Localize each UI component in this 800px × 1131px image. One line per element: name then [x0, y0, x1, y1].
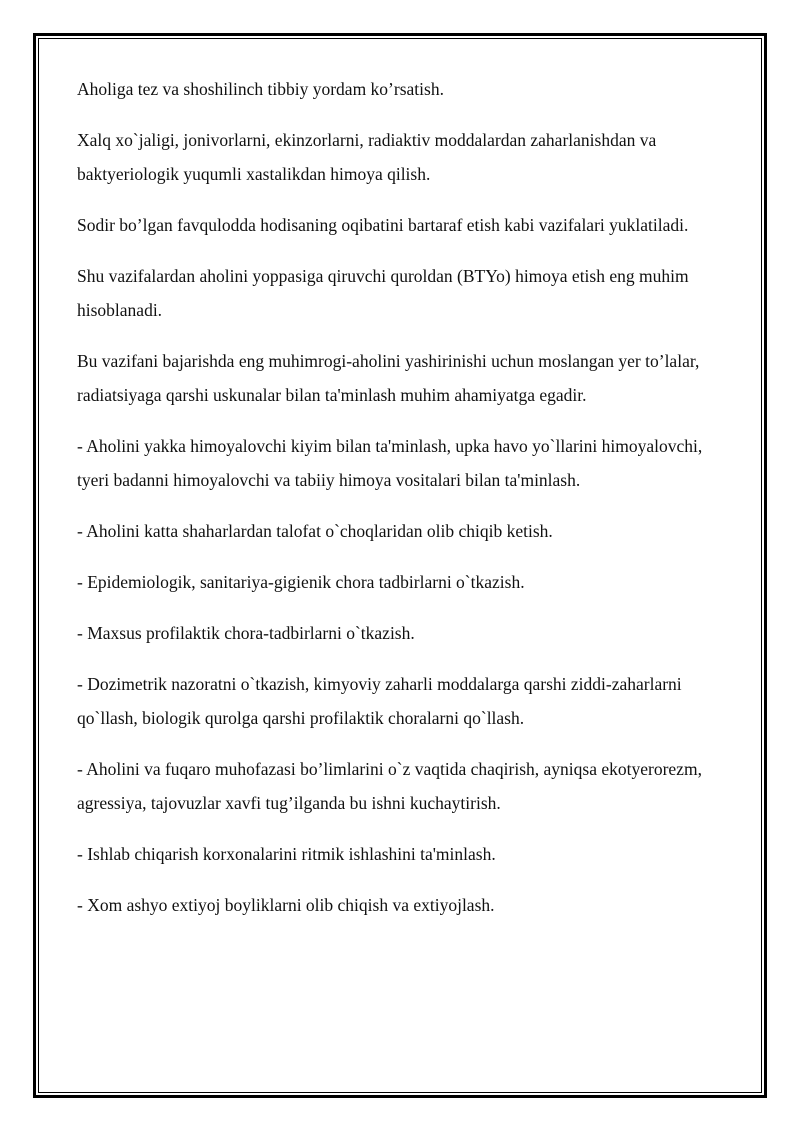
paragraph-12: - Ishlab chiqarish korxonalarini ritmik ishlashini ta'minlash.	[77, 844, 496, 864]
paragraph-2: Xalq xo`jaligi, jonivorlarni, ekinzorlarni, radiaktiv moddalardan zaharlanishdan va baktyeriologik yuqumli xastalikdan himoya qilish.	[77, 130, 657, 184]
paragraph-6: - Aholini yakka himoyalovchi kiyim bilan ta'minlash, upka havo yo`llarini himoyalovchi, tyeri badanni himoyalovchi va tabiiy himoya vositalari bilan ta'minlash.	[77, 436, 703, 490]
paragraph-3: Sodir bo’lgan favqulodda hodisaning oqibatini bartaraf etish kabi vazifalari yuklatiladi.	[77, 215, 689, 235]
paragraph-5: Bu vazifani bajarishda eng muhimrogi-aholini yashirinishi uchun moslangan yer to’lalar, radiatsiyaga qarshi uskunalar bilan ta'minlash muhim ahamiyatga egadir.	[77, 351, 700, 405]
paragraph-9: - Maxsus profilaktik chora-tadbirlarni o`tkazish.	[77, 623, 415, 643]
document-body	[77, 72, 717, 939]
paragraph-10: - Dozimetrik nazoratni o`tkazish, kimyoviy zaharli moddalarga qarshi ziddi-zaharlarni qo`llash, biologik qurolga qarshi profilaktik choralarni qo`llash.	[77, 674, 682, 728]
paragraph-13: - Xom ashyo extiyoj boyliklarni olib chiqish va extiyojlash.	[77, 895, 495, 915]
paragraph-1: Aholiga tez va shoshilinch tibbiy yordam ko’rsatish.	[77, 79, 444, 99]
paragraph-8: - Epidemiologik, sanitariya-gigienik chora tadbirlarni o`tkazish.	[77, 572, 525, 592]
paragraph-4: Shu vazifalardan aholini yoppasiga qiruvchi quroldan (BTYo) himoya etish eng muhim hisoblanadi.	[77, 266, 689, 320]
paragraph-11: - Aholini va fuqaro muhofazasi bo’limlarini o`z vaqtida chaqirish, ayniqsa ekotyerorezm, agressiya, tajovuzlar xavfi tug’ilganda bu ishni kuchaytirish.	[77, 759, 702, 813]
paragraph-7: - Aholini katta shaharlardan talofat o`choqlaridan olib chiqib ketish.	[77, 521, 553, 541]
